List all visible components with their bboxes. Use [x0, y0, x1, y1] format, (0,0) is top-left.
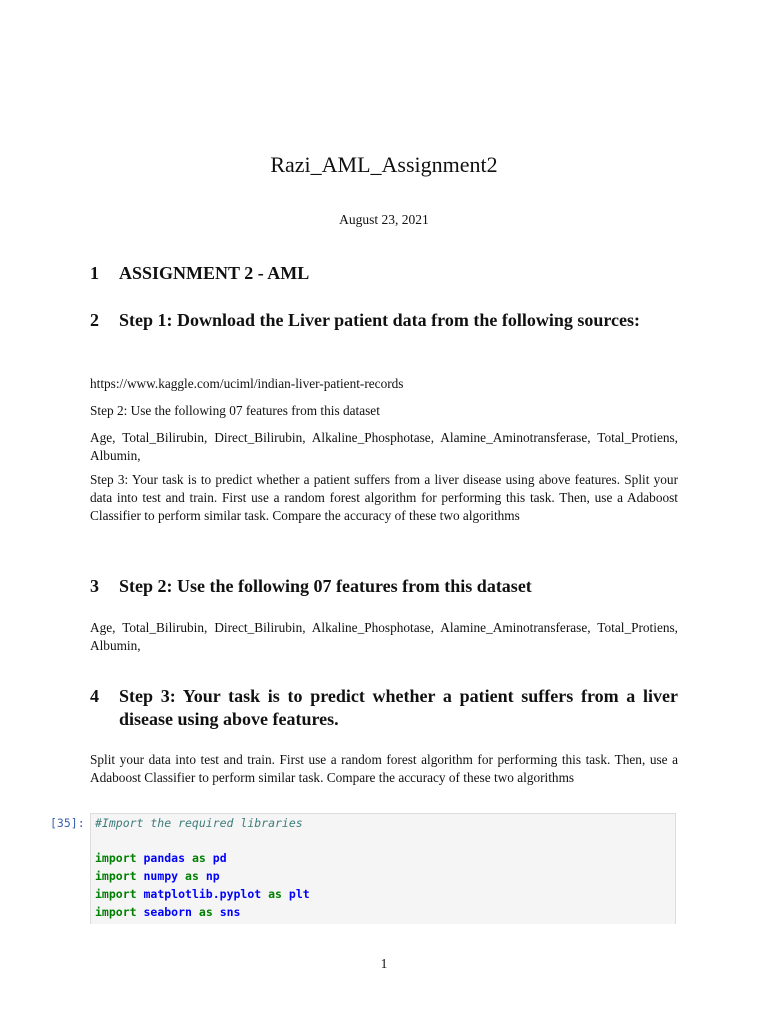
- step3-paragraph: Step 3: Your task is to predict whether a patient suffers from a liver disease using above features. Split your data into test and train. First use a random forest algorithm for performing this task. Then, use a Adaboost Classifier to perform similar task. Compare the accuracy of these two algorithms: [90, 472, 678, 523]
- code-alias: plt: [288, 886, 310, 901]
- code-line-1: [95, 851, 227, 865]
- page-number: 1: [380, 956, 388, 971]
- code-module: numpy: [143, 869, 179, 884]
- code-keyword: as: [191, 851, 206, 866]
- document-title: Razi_AML_Assignment2: [270, 152, 498, 177]
- code-keyword: import: [95, 904, 137, 919]
- code-keyword: import: [95, 886, 137, 901]
- code-module: matplotlib.pyplot: [143, 886, 262, 901]
- code-line-2: [95, 869, 220, 883]
- split-paragraph: Split your data into test and train. First use a random forest algorithm for performing this task. Then, use a Adaboost Classifier to perform similar task. Compare the accuracy of these two algorithms: [90, 752, 678, 785]
- features-paragraph: Age, Total_Bilirubin, Direct_Bilirubin, Alkaline_Phosphotase, Alamine_Aminotransferase, Total_Protiens, Albumin,: [90, 430, 678, 463]
- code-keyword: as: [185, 869, 199, 884]
- code-line-4: [95, 905, 240, 919]
- code-keyword: import: [95, 851, 137, 866]
- section-number: 4: [90, 686, 99, 706]
- code-alias: pd: [212, 851, 227, 866]
- step2-paragraph: Step 2: Use the following 07 features from this dataset: [90, 403, 380, 418]
- code-alias: sns: [219, 904, 241, 919]
- code-comment: #Import the required libraries: [95, 816, 303, 830]
- section-title: ASSIGNMENT 2 - AML: [119, 263, 310, 283]
- code-keyword: as: [268, 886, 282, 901]
- code-module: seaborn: [143, 904, 192, 919]
- section-title: Step 2: Use the following 07 features from this dataset: [119, 576, 532, 596]
- section-number: 3: [90, 576, 99, 596]
- section-number: 1: [90, 263, 99, 283]
- dataset-url: https://www.kaggle.com/uciml/indian-liver-patient-records: [90, 376, 404, 391]
- section-title: Step 3: Your task is to predict whether a patient suffers from a liver disease using above features.: [119, 686, 678, 729]
- code-line-3: [95, 887, 310, 901]
- code-keyword: import: [95, 869, 137, 884]
- code-keyword: as: [198, 904, 213, 919]
- code-cell-content: [95, 815, 310, 921]
- section-number: 2: [90, 310, 99, 330]
- section-heading-1: [90, 262, 678, 285]
- document-date: August 23, 2021: [339, 212, 429, 227]
- code-module: pandas: [143, 851, 186, 866]
- features-paragraph-2: Age, Total_Bilirubin, Direct_Bilirubin, Alkaline_Phosphotase, Alamine_Aminotransferase, Total_Protiens, Albumin,: [90, 620, 678, 653]
- section-heading-4: [90, 685, 678, 731]
- code-alias: np: [205, 869, 220, 884]
- section-heading-3: [90, 575, 678, 598]
- code-cell-label: [35]:: [50, 816, 85, 830]
- section-title: Step 1: Download the Liver patient data from the following sources:: [119, 310, 640, 330]
- section-heading-2: [90, 309, 678, 332]
